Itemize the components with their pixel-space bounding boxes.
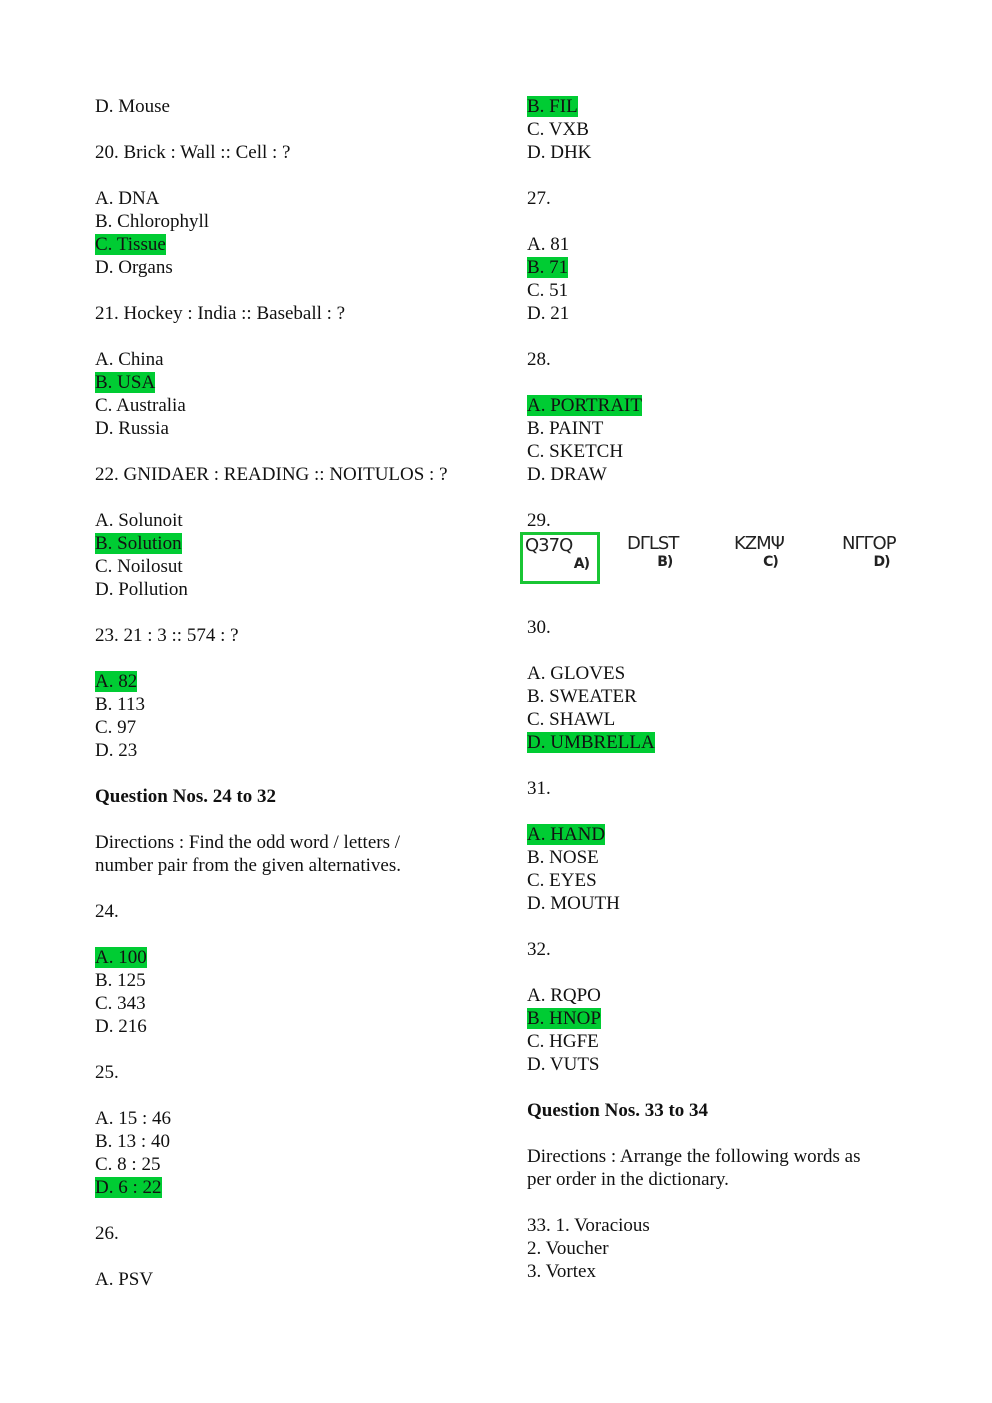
figure-c-glyphs: KZMΨ <box>734 533 784 554</box>
question-29-prompt: 29. <box>527 510 551 531</box>
option-q27-c: C. 51 <box>527 280 569 301</box>
option-q27-d: D. 21 <box>527 303 570 324</box>
figure-option-a-correct <box>520 532 600 584</box>
figure-option-c <box>734 535 784 571</box>
option-q23-c: C. 97 <box>95 717 137 738</box>
option-q22-b-correct: B. Solution <box>95 533 182 554</box>
option-q20-a: A. DNA <box>95 188 160 209</box>
option-q21-b-correct: B. USA <box>95 372 156 393</box>
question-33-item-1: 33. 1. Voracious <box>527 1215 650 1236</box>
option-q30-a: A. GLOVES <box>527 663 626 684</box>
option-q24-c: C. 343 <box>95 993 146 1014</box>
option-q24-d: D. 216 <box>95 1016 147 1037</box>
option-q31-c: C. EYES <box>527 870 597 891</box>
option-q32-c: C. HGFE <box>527 1031 599 1052</box>
option-q21-a: A. China <box>95 349 164 370</box>
option-q20-b: B. Chlorophyll <box>95 211 210 232</box>
option-q25-b: B. 13 : 40 <box>95 1131 170 1152</box>
question-30-prompt: 30. <box>527 617 551 638</box>
question-33-item-3: 3. Vortex <box>527 1261 596 1282</box>
option-q24-b: B. 125 <box>95 970 146 991</box>
option-q27-a: A. 81 <box>527 234 570 255</box>
option-q26-c: C. VXB <box>527 119 589 140</box>
question-33-item-2: 2. Voucher <box>527 1238 609 1259</box>
option-q26-a: A. PSV <box>95 1269 154 1290</box>
option-q28-c: C. SKETCH <box>527 441 624 462</box>
figure-a-glyphs: Q37Q <box>525 535 573 556</box>
option-q31-d: D. MOUTH <box>527 893 620 914</box>
option-q31-b: B. NOSE <box>527 847 599 868</box>
figure-b-glyphs: DΓᒪST <box>627 533 679 554</box>
figure-c-label: C) <box>763 554 778 570</box>
option-q23-d: D. 23 <box>95 740 138 761</box>
option-q27-b-correct: B. 71 <box>527 257 569 278</box>
option-q30-b: B. SWEATER <box>527 686 637 707</box>
section-heading-24-32: Question Nos. 24 to 32 <box>95 786 277 807</box>
option-q32-a: A. RQPO <box>527 985 601 1006</box>
directions-33-34-line2: per order in the dictionary. <box>527 1169 729 1190</box>
figure-option-b <box>627 535 678 571</box>
option-q26-b-correct: B. FIL <box>527 96 578 117</box>
question-31-prompt: 31. <box>527 778 551 799</box>
option-q20-c-correct: C. Tissue <box>95 234 166 255</box>
question-32-prompt: 32. <box>527 939 551 960</box>
figure-option-d <box>842 535 896 571</box>
option-q30-c: C. SHAWL <box>527 709 616 730</box>
figure-b-label: B) <box>657 554 673 570</box>
option-q28-d: D. DRAW <box>527 464 607 485</box>
option-q28-a-correct: A. PORTRAIT <box>527 395 642 416</box>
figure-d-label: D) <box>873 554 890 570</box>
question-26-prompt: 26. <box>95 1223 119 1244</box>
directions-24-32-line1: Directions : Find the odd word / letters / <box>95 832 401 853</box>
question-29-figures <box>527 535 927 591</box>
question-23-prompt: 23. 21 : 3 :: 574 : ? <box>95 625 239 646</box>
option-q22-c: C. Noilosut <box>95 556 183 577</box>
option-q19-d: D. Mouse <box>95 96 170 117</box>
option-q28-b: B. PAINT <box>527 418 604 439</box>
left-column <box>95 95 495 1291</box>
option-q22-a: A. Solunoit <box>95 510 183 531</box>
option-q20-d: D. Organs <box>95 257 173 278</box>
option-q32-d: D. VUTS <box>527 1054 600 1075</box>
question-25-prompt: 25. <box>95 1062 119 1083</box>
option-q22-d: D. Pollution <box>95 579 188 600</box>
option-q30-d-correct: D. UMBRELLA <box>527 732 655 753</box>
question-21-prompt: 21. Hockey : India :: Baseball : ? <box>95 303 346 324</box>
question-20-prompt: 20. Brick : Wall :: Cell : ? <box>95 142 291 163</box>
option-q23-b: B. 113 <box>95 694 145 715</box>
directions-24-32-line2: number pair from the given alternatives. <box>95 855 402 876</box>
option-q25-a: A. 15 : 46 <box>95 1108 171 1129</box>
option-q31-a-correct: A. HAND <box>527 824 606 845</box>
option-q32-b-correct: B. HNOP <box>527 1008 601 1029</box>
question-28-prompt: 28. <box>527 349 551 370</box>
option-q23-a-correct: A. 82 <box>95 671 138 692</box>
question-27-prompt: 27. <box>527 188 551 209</box>
right-column <box>527 95 927 1283</box>
question-24-prompt: 24. <box>95 901 119 922</box>
section-heading-33-34: Question Nos. 33 to 34 <box>527 1100 709 1121</box>
figure-a-label: A) <box>573 556 589 572</box>
option-q25-d-correct: D. 6 : 22 <box>95 1177 162 1198</box>
option-q21-d: D. Russia <box>95 418 169 439</box>
option-q26-d: D. DHK <box>527 142 592 163</box>
option-q24-a-correct: A. 100 <box>95 947 147 968</box>
option-q21-c: C. Australia <box>95 395 186 416</box>
figure-d-glyphs: NΓΓOP <box>842 533 896 554</box>
question-22-prompt: 22. GNIDAER : READING :: NOITULOS : ? <box>95 464 448 485</box>
directions-33-34-line1: Directions : Arrange the following words as <box>527 1146 861 1167</box>
option-q25-c: C. 8 : 25 <box>95 1154 161 1175</box>
